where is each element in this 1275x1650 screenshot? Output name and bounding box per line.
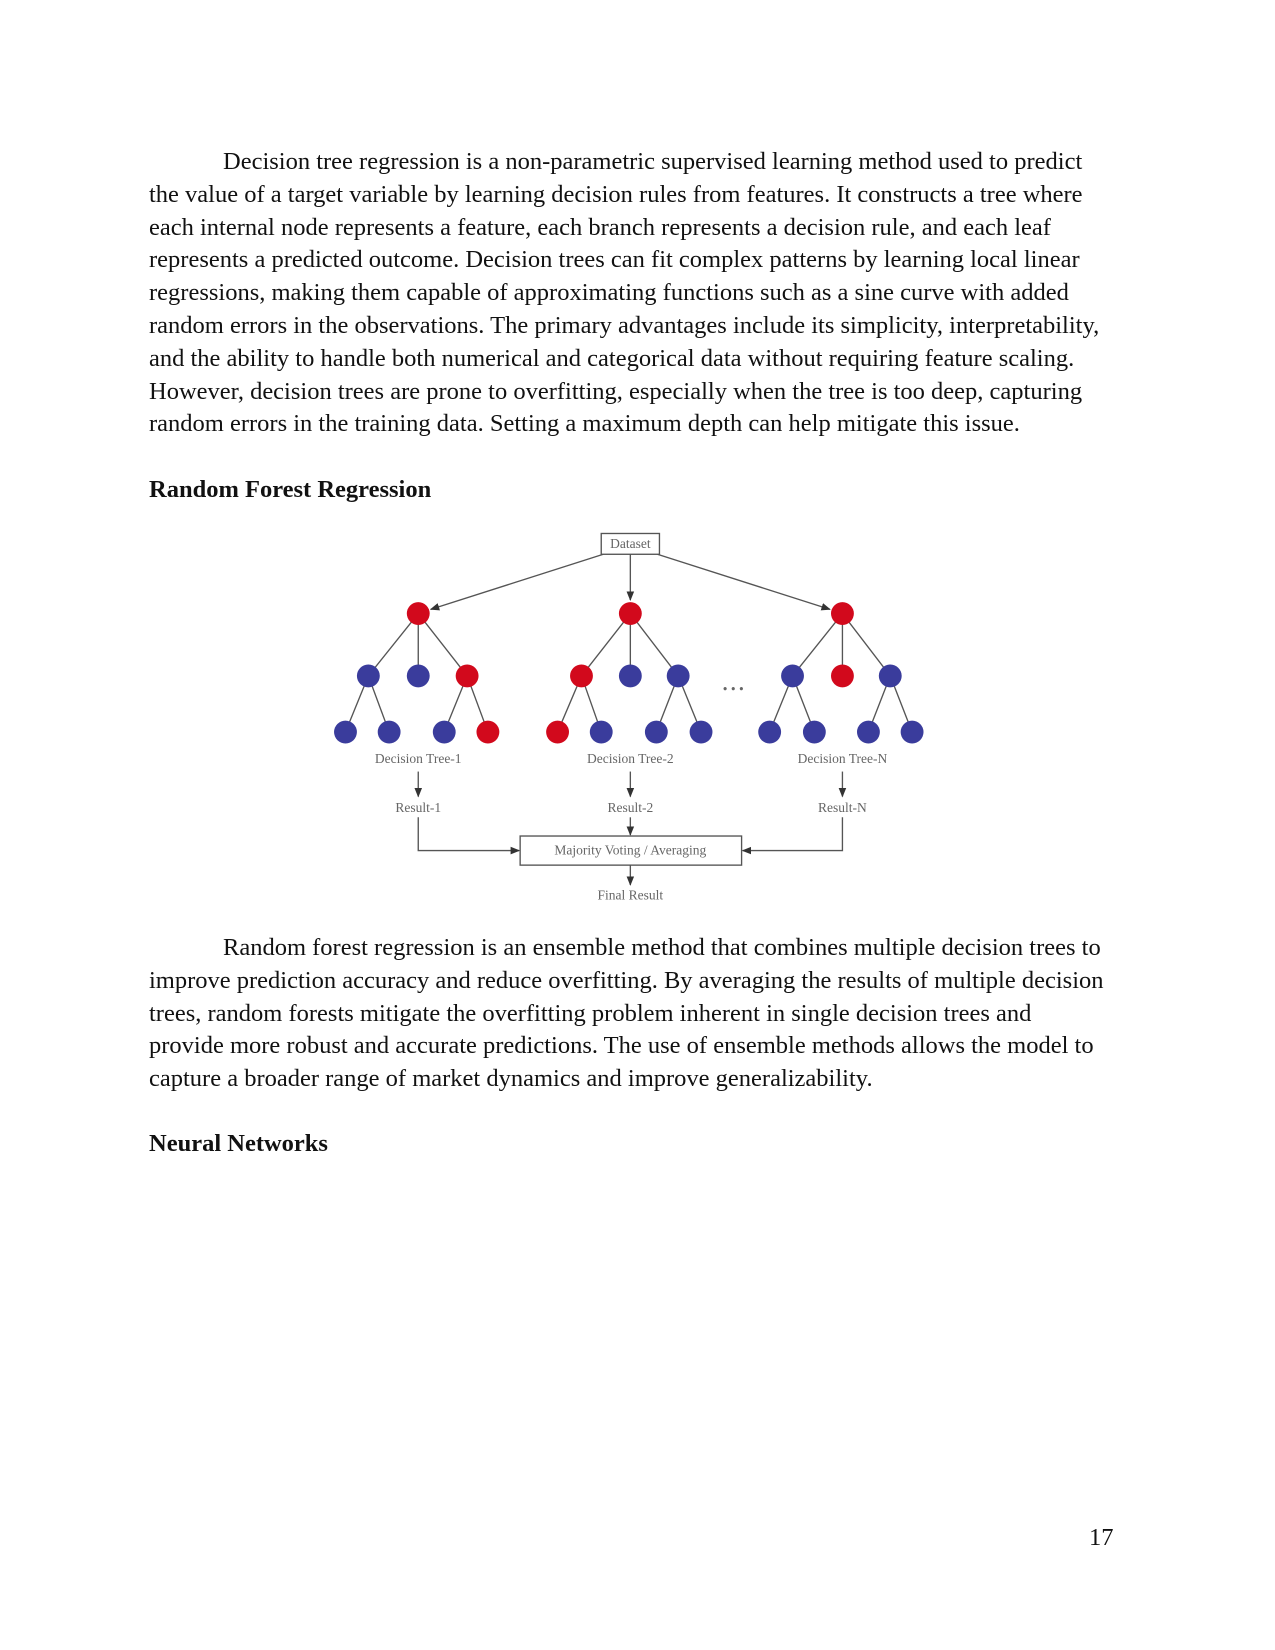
tree-label: Decision Tree-N <box>797 751 888 767</box>
tree-node-blue <box>619 664 642 687</box>
dataset-label: Dataset <box>610 536 651 552</box>
diagram-edge <box>368 614 418 676</box>
result-label: Result-1 <box>395 800 442 816</box>
final-result-label: Final Result <box>597 887 664 903</box>
text-line: Random forest regression is an ensemble method that combines multiple decision trees to <box>223 934 1101 961</box>
diagram-edge <box>842 614 890 676</box>
tree-label: Decision Tree-1 <box>374 751 462 767</box>
tree-node-red <box>407 602 430 625</box>
text-line: and the ability to handle both numerical and categorical data without requiring feature scaling. <box>149 344 1075 372</box>
text-line: Decision tree regression is a non-parametric supervised learning method used to predict <box>223 148 1083 175</box>
text-line: random errors in the training data. Setting a maximum depth can help mitigate this issue. <box>149 410 1020 438</box>
ellipsis: • • • <box>722 681 744 697</box>
text-line: trees, random forests mitigate the overfitting problem inherent in single decision trees and <box>149 999 1032 1027</box>
text-line: the value of a target variable by learning decision rules from features. It constructs a tree where <box>149 180 1083 208</box>
tree-node-red <box>570 664 593 687</box>
diagram-edge <box>793 614 843 676</box>
text-line: random errors in the observations. The primary advantages include its simplicity, interpretability, <box>149 311 1100 339</box>
tree-node-red <box>619 602 642 625</box>
tree-node-blue <box>901 721 924 744</box>
text-line: provide more robust and accurate predictions. The use of ensemble methods allows the model to <box>149 1032 1094 1060</box>
tree-node-blue <box>879 664 902 687</box>
diagram-edge <box>431 554 604 609</box>
tree-node-red <box>831 664 854 687</box>
result-label: Result-N <box>818 800 867 816</box>
tree-node-blue <box>590 721 613 744</box>
diagram-edge <box>581 614 630 676</box>
diagram-edge <box>418 614 467 676</box>
tree-node-red <box>546 721 569 744</box>
tree-node-blue <box>781 664 804 687</box>
diagram-edge <box>743 817 843 850</box>
tree-node-blue <box>433 721 456 744</box>
tree-node-blue <box>857 721 880 744</box>
diagram-edge <box>418 817 519 850</box>
tree-node-blue <box>645 721 668 744</box>
tree-node-blue <box>378 721 401 744</box>
diagram-edge <box>630 614 678 676</box>
section-heading-neural-networks: Neural Networks <box>149 1130 328 1157</box>
tree-node-red <box>831 602 854 625</box>
text-line: each internal node represents a feature, each branch represents a decision rule, and each leaf <box>149 213 1051 241</box>
tree-node-blue <box>407 664 430 687</box>
tree-node-blue <box>667 664 690 687</box>
text-line: capture a broader range of market dynamics and improve generalizability. <box>149 1065 873 1093</box>
text-line: represents a predicted outcome. Decision trees can fit complex patterns by learning local linear <box>149 246 1080 274</box>
tree-node-blue <box>334 721 357 744</box>
text-line: improve prediction accuracy and reduce overfitting. By averaging the results of multiple decision <box>149 966 1104 994</box>
aggregator-label: Majority Voting / Averaging <box>554 842 707 858</box>
result-label: Result-2 <box>607 800 654 816</box>
tree-node-blue <box>357 664 380 687</box>
random-forest-diagram <box>333 525 936 910</box>
tree-node-red <box>476 721 499 744</box>
tree-node-blue <box>690 721 713 744</box>
tree-node-blue <box>758 721 781 744</box>
text-line: However, decision trees are prone to overfitting, especially when the tree is too deep, capturing <box>149 377 1083 405</box>
tree-label: Decision Tree-2 <box>587 751 674 767</box>
paragraph-decision-tree <box>149 146 1129 441</box>
tree-node-red <box>456 664 479 687</box>
section-heading-random-forest: Random Forest Regression <box>149 476 432 503</box>
text-line: regressions, making them capable of approximating functions such as a sine curve with added <box>149 279 1069 307</box>
diagram-edge <box>657 554 830 609</box>
page-number: 17 <box>1089 1524 1114 1551</box>
paragraph-random-forest <box>149 932 1129 1096</box>
tree-node-blue <box>803 721 826 744</box>
